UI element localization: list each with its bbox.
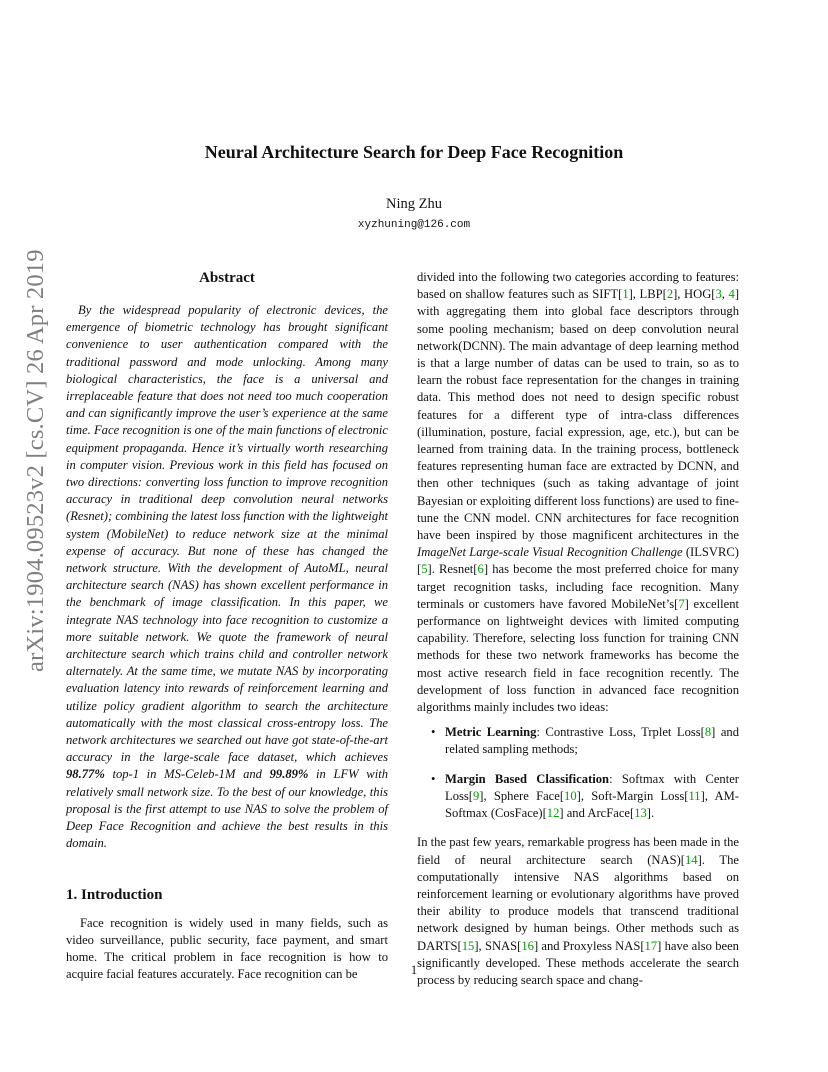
- citation-link[interactable]: 16: [521, 938, 534, 953]
- text-segment: ]. Resnet[: [427, 562, 478, 577]
- text-segment: ] and ArcFace[: [559, 806, 635, 821]
- text-segment: ,: [721, 287, 729, 302]
- text-segment: ], Soft-Margin Loss[: [576, 788, 689, 803]
- author-name: Ning Zhu: [386, 196, 442, 212]
- list-item: [431, 771, 739, 823]
- citation-link[interactable]: 10: [564, 788, 577, 803]
- paper-title: Neural Architecture Search for Deep Face Recognition: [204, 142, 624, 162]
- abstract-text: [66, 302, 388, 853]
- citation-link[interactable]: 8: [704, 725, 712, 740]
- citation-link[interactable]: 1: [622, 287, 629, 302]
- list-item: [431, 724, 739, 758]
- citation-link[interactable]: 14: [685, 852, 698, 867]
- text-segment: ]. The computationally intensive NAS algorithms based on reinforcement learning or evolutionary algorithms have proved their ability to produce models that transcend traditional network designed by human beings. Other methods such as DARTS[: [417, 852, 740, 953]
- accuracy-lfw: 99.89%: [269, 767, 309, 782]
- bullet-icon: •: [431, 771, 436, 786]
- section-heading-introduction: 1. Introduction: [66, 886, 163, 903]
- text-segment: (ILSVRC)[: [417, 545, 739, 577]
- citation-link[interactable]: 15: [461, 938, 475, 953]
- text-segment: : Contrastive Loss, Trplet Loss[: [536, 725, 705, 740]
- citation-link[interactable]: 5: [421, 562, 428, 577]
- bullet-icon: •: [431, 725, 436, 740]
- left-column: [66, 268, 388, 983]
- text-segment: ], SNAS[: [474, 938, 522, 953]
- accuracy-ms-celeb: 98.77%: [66, 767, 105, 782]
- right-column: [417, 269, 739, 989]
- body-paragraph: [417, 269, 739, 716]
- list-item-label: Metric Learning: [445, 725, 537, 740]
- citation-link[interactable]: 2: [666, 287, 674, 302]
- intro-paragraph: Face recognition is widely used in many fields, such as video surveillance, public security, face payment, and smart home. The critical problem in face recognition is how to acquire facial features accurately. Face recognition can be: [66, 915, 388, 982]
- author-email: xyzhuning@126.com: [357, 219, 471, 231]
- text-segment: ], Sphere Face[: [479, 788, 565, 803]
- text-segment: ].: [646, 806, 655, 821]
- text-segment: ] have also been significantly developed. These methods accelerate the search process by reducing search space and chang-: [417, 938, 739, 987]
- text-segment: divided into the following two categories according to features: based on shallow features such as SIFT[: [417, 270, 739, 302]
- loss-function-list: [417, 724, 739, 822]
- citation-link[interactable]: 3: [715, 287, 722, 302]
- citation-link[interactable]: 11: [688, 788, 701, 803]
- abstract-heading: Abstract: [199, 270, 255, 286]
- citation-link[interactable]: 9: [473, 788, 480, 803]
- text-segment: ], AM-Softmax (CosFace)[: [445, 788, 739, 821]
- text-segment: ], HOG[: [673, 287, 716, 302]
- abstract-segment: By the widespread popularity of electronic devices, the emergence of biometric technology has brought significant convenience to user authentication compared with the traditional password and mode unlocking. Among many biological characteristics, the face is a universal and irreplaceable feature that does not need too much cooperation and can significantly improve the user’s experience at the same time. Face recognition is one of the main functions of electronic equipment propaganda. Hence it’s virtually worth researching in computer vision. Previous work in this field has focused on two directions: converting loss function to improve recognition accuracy in traditional deep convolution neural networks (Resnet); combining the latest loss function with the lightweight system (MobileNet) to reduce network size at the minimal expense of accuracy. But none of these has changed the network structure. With the development of AutoML, neural architecture search (NAS) has shown excellent performance in the benchmark of image classification. In this paper, we integrate NAS technology into face recognition to customize a more suitable network. We quote the framework of neural architecture search which trains child and controller network alternately. At the same time, we mutate NAS by incorporating evaluation latency into rewards of reinforcement learning and utilize policy gradient algorithm to search the architecture automatically with the most classical cross-entropy loss. The network architectures we searched out have got state-of-the-art accuracy in the large-scale face dataset, which achieves: [66, 303, 388, 765]
- citation-link[interactable]: 6: [477, 562, 484, 577]
- text-segment: ] has become the most preferred choice for many target recognition tasks, including face recognition. Many terminals or customers have favored MobileNet’s[: [417, 562, 740, 611]
- challenge-name: ImageNet Large-scale Visual Recognition Challenge: [417, 545, 683, 560]
- text-segment: ] excellent performance on lightweight devices with limited computing capability. Therefore, selecting loss function for training CNN methods for these two network frameworks has become the most active research field in face recognition recently. The development of loss function in advanced face recognition algorithms mainly includes two ideas:: [417, 596, 739, 715]
- text-segment: ] and related sampling methods;: [445, 725, 739, 757]
- abstract-segment: in LFW with relatively small network size. To the best of our knowledge, this proposal is the first attempt to use NAS to solve the problem of Deep Face Recognition and achieve the best results in this domain.: [66, 767, 388, 851]
- text-segment: ] and Proxyless NAS[: [533, 938, 645, 953]
- page-number: 1: [410, 963, 418, 977]
- citation-link[interactable]: 7: [678, 596, 685, 611]
- text-segment: In the past few years, remarkable progress has been made in the field of neural architecture search (NAS)[: [417, 835, 739, 867]
- citation-link[interactable]: 12: [546, 806, 560, 821]
- citation-link[interactable]: 17: [644, 938, 658, 953]
- text-segment: : Softmax with Center Loss[: [445, 771, 739, 803]
- list-item-label: Margin Based Classification: [445, 771, 610, 786]
- abstract-segment: top-1 in MS-Celeb-1M and: [104, 767, 270, 782]
- text-segment: ], LBP[: [628, 287, 667, 302]
- text-segment: ] with aggregating them into global face descriptors through some pooling mechanism; based on deep convolution neural network(DCNN). The main advantage of deep learning method is that a large number of datas can be used to train, so as to learn the robust face representation for the changes in training data. This method does not need to design specific robust features for a different type of intra-class differences (illumination, posture, facial expression, age, etc.), but can be learned from training data. In the training process, bottleneck features representing human face are extracted by DCNN, and then other techniques (such as taking advantage of joint Bayesian or exploiting different loss functions) are used to fine-tune the CNN model. CNN architectures for face recognition have been inspired by those magnificent architectures in the: [417, 287, 740, 543]
- citation-link[interactable]: 4: [728, 287, 735, 302]
- citation-link[interactable]: 13: [634, 806, 647, 821]
- arxiv-stamp: arXiv:1904.09523v2 [cs.CV] 26 Apr 2019: [22, 249, 49, 672]
- abstract-body: [66, 302, 388, 853]
